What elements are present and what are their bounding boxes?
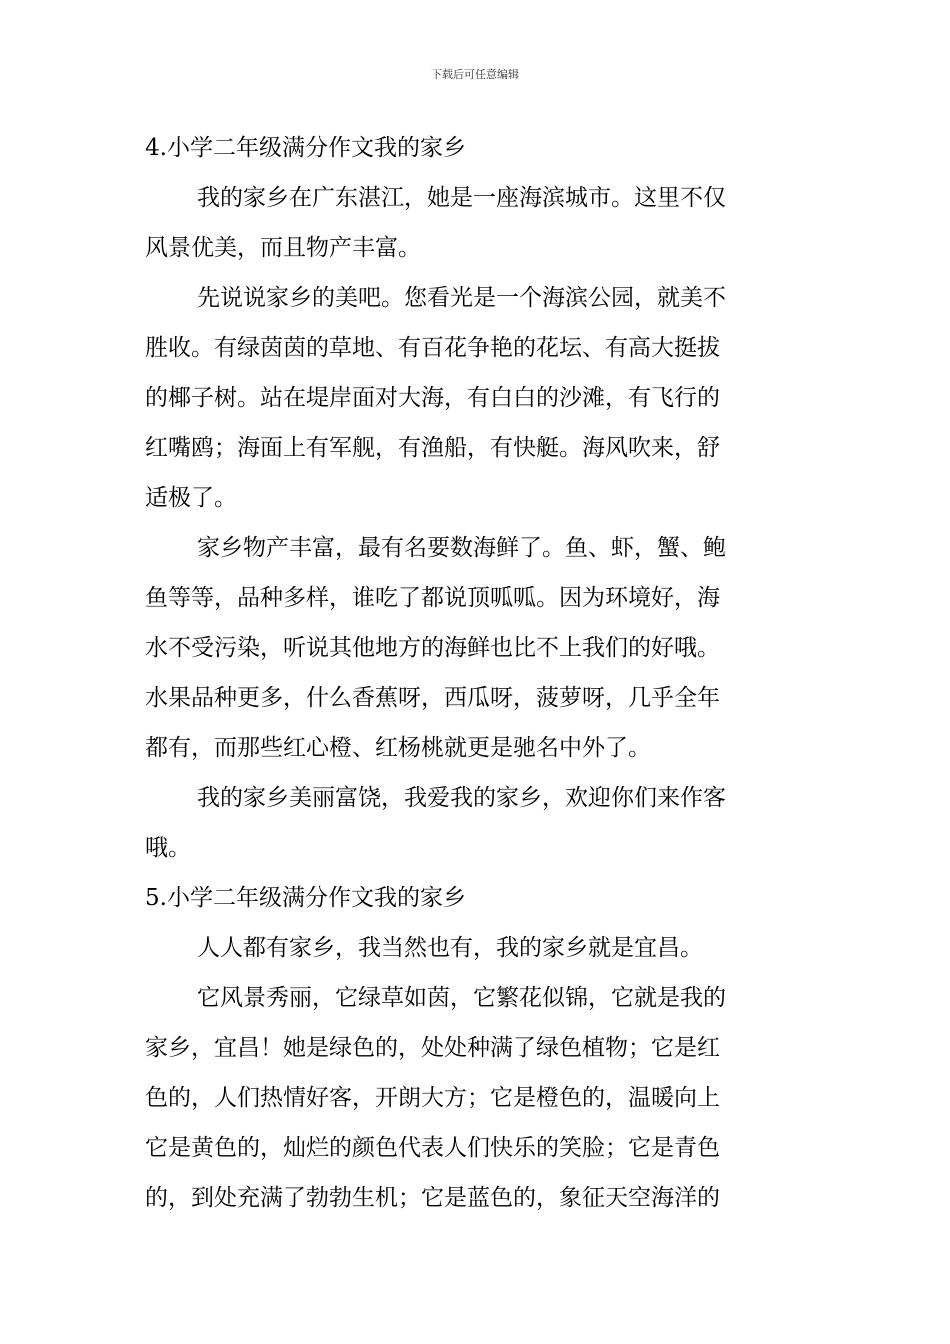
text-line: 风景优美，而且物产丰富。 — [145, 235, 421, 261]
header-note: 下载后可任意编辑 — [431, 68, 519, 81]
essay-body — [145, 123, 815, 1223]
text-line: 家乡物产丰富，最有名要数海鲜了。鱼、虾，蟹、鲍 — [197, 535, 726, 561]
text-line: 色的，人们热情好客，开朗大方；它是橙色的，温暖向上 — [145, 1085, 720, 1111]
text-line: 家乡，宜昌！她是绿色的，处处种满了绿色植物；它是红 — [145, 1035, 720, 1061]
text-line: 水不受污染，听说其他地方的海鲜也比不上我们的好哦。 — [145, 635, 720, 661]
text-line: 先说说家乡的美吧。您看光是一个海滨公园，就美不 — [197, 285, 726, 311]
text-line: 都有，而那些红心橙、红杨桃就更是驰名中外了。 — [145, 735, 651, 761]
text-line: 鱼等等，品种多样，谁吃了都说顶呱呱。因为环境好，海 — [145, 585, 720, 611]
text-line: 胜收。有绿茵茵的草地、有百花争艳的花坛、有高大挺拔 — [145, 335, 720, 361]
text-line: 的椰子树。站在堤岸面对大海，有白白的沙滩，有飞行的 — [145, 385, 720, 411]
text-line: 4.小学二年级满分作文我的家乡 — [145, 135, 466, 161]
text-line: 的，到处充满了勃勃生机；它是蓝色的，象征天空海洋的 — [145, 1185, 720, 1211]
text-line: 我的家乡美丽富饶，我爱我的家乡，欢迎你们来作客 — [197, 785, 726, 811]
text-line: 红嘴鸥；海面上有军舰，有渔船，有快艇。海风吹来，舒 — [145, 435, 720, 461]
text-line: 它风景秀丽，它绿草如茵，它繁花似锦，它就是我的 — [197, 985, 726, 1011]
text-line: 哦。 — [145, 835, 191, 861]
text-line: 适极了。 — [145, 485, 237, 511]
text-line: 水果品种更多，什么香蕉呀，西瓜呀，菠萝呀，几乎全年 — [145, 685, 720, 711]
text-line: 它是黄色的，灿烂的颜色代表人们快乐的笑脸；它是青色 — [145, 1135, 720, 1161]
text-line: 5.小学二年级满分作文我的家乡 — [145, 885, 466, 911]
text-line: 人人都有家乡，我当然也有，我的家乡就是宜昌。 — [197, 935, 703, 961]
text-line: 我的家乡在广东湛江，她是一座海滨城市。这里不仅 — [197, 185, 726, 211]
